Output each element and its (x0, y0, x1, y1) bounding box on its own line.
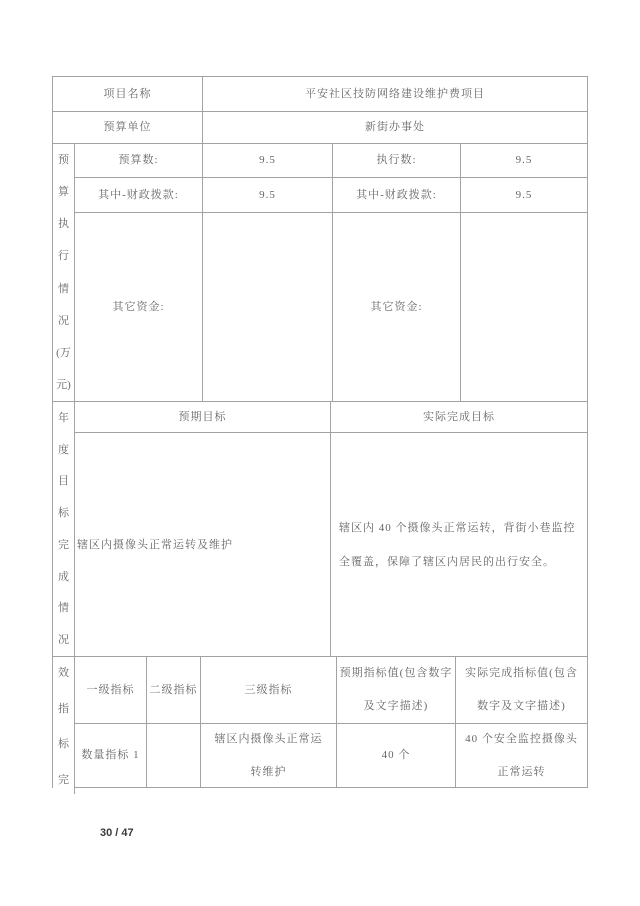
level2-indicator-cell (147, 724, 201, 787)
goal-content-row (75, 433, 587, 656)
level3-indicator-cell: 辖区内摄像头正常运转维护 (201, 724, 337, 787)
fiscal-allocation-value-right: 9.5 (515, 188, 533, 201)
other-funds-value-left (203, 213, 333, 401)
annual-goal-side-label: 年 度 目 标 完 成 情 况 (53, 402, 75, 656)
project-name-row (53, 77, 587, 112)
expected-indicator-value-header: 预期指标值(包含数字及文字描述) (337, 657, 456, 723)
fiscal-allocation-value-left: 9.5 (203, 178, 333, 212)
other-funds-value-right (461, 213, 587, 401)
actual-goal-content: 辖区内 40 个摄像头正常运转，背街小巷监控全覆盖，保障了辖区内居民的出行安全。 (339, 521, 576, 568)
project-performance-table (52, 76, 588, 788)
budget-unit-value: 新街办事处 (365, 121, 425, 133)
other-funds-label-left: 其它资金: (75, 213, 203, 401)
fiscal-allocation-label-right: 其中-财政拨款: (333, 178, 461, 212)
expected-goal-header: 预期目标 (75, 402, 331, 432)
budget-row-other-funds (75, 213, 587, 401)
budget-unit-label: 预算单位 (53, 112, 203, 143)
expected-indicator-value-cell: 40 个 (337, 724, 456, 787)
actual-indicator-value-cell: 40 个安全监控摄像头正常运转 (465, 732, 578, 778)
indicator-header-row (75, 657, 587, 724)
indicator-side-label: 效 指 标 完 (53, 657, 75, 794)
performance-indicator-section (53, 657, 587, 788)
budget-amount-label: 预算数: (75, 144, 203, 177)
budget-row-amounts (75, 144, 587, 178)
annual-goal-section (53, 402, 587, 657)
budget-execution-side-label: 预 算 执 行 情 况 (万 元) (53, 144, 75, 401)
level2-indicator-header: 二级指标 (147, 657, 201, 723)
page-number: 30 / 47 (100, 827, 134, 839)
other-funds-label-right: 其它资金: (333, 213, 461, 401)
execution-amount-label: 执行数: (333, 144, 461, 177)
project-name-value: 平安社区技防网络建设维护费项目 (305, 87, 485, 100)
budget-execution-section (53, 144, 587, 402)
quantity-indicator-cell: 数量指标 1 (75, 724, 147, 787)
indicator-data-row (75, 724, 587, 788)
project-name-label: 项目名称 (53, 77, 203, 111)
actual-indicator-value-header: 实际完成指标值(包含数字及文字描述) (465, 667, 578, 712)
level1-indicator-header: 一级指标 (75, 657, 147, 723)
fiscal-allocation-label-left: 其中-财政拨款: (75, 178, 203, 212)
budget-amount-value: 9.5 (203, 144, 333, 177)
budget-unit-row (53, 112, 587, 144)
budget-row-fiscal (75, 178, 587, 213)
actual-goal-header: 实际完成目标 (423, 410, 495, 423)
level3-indicator-header: 三级指标 (201, 657, 337, 723)
goal-header-row (75, 402, 587, 433)
expected-goal-content: 辖区内摄像头正常运转及维护 (75, 433, 331, 656)
execution-amount-value: 9.5 (515, 154, 533, 166)
